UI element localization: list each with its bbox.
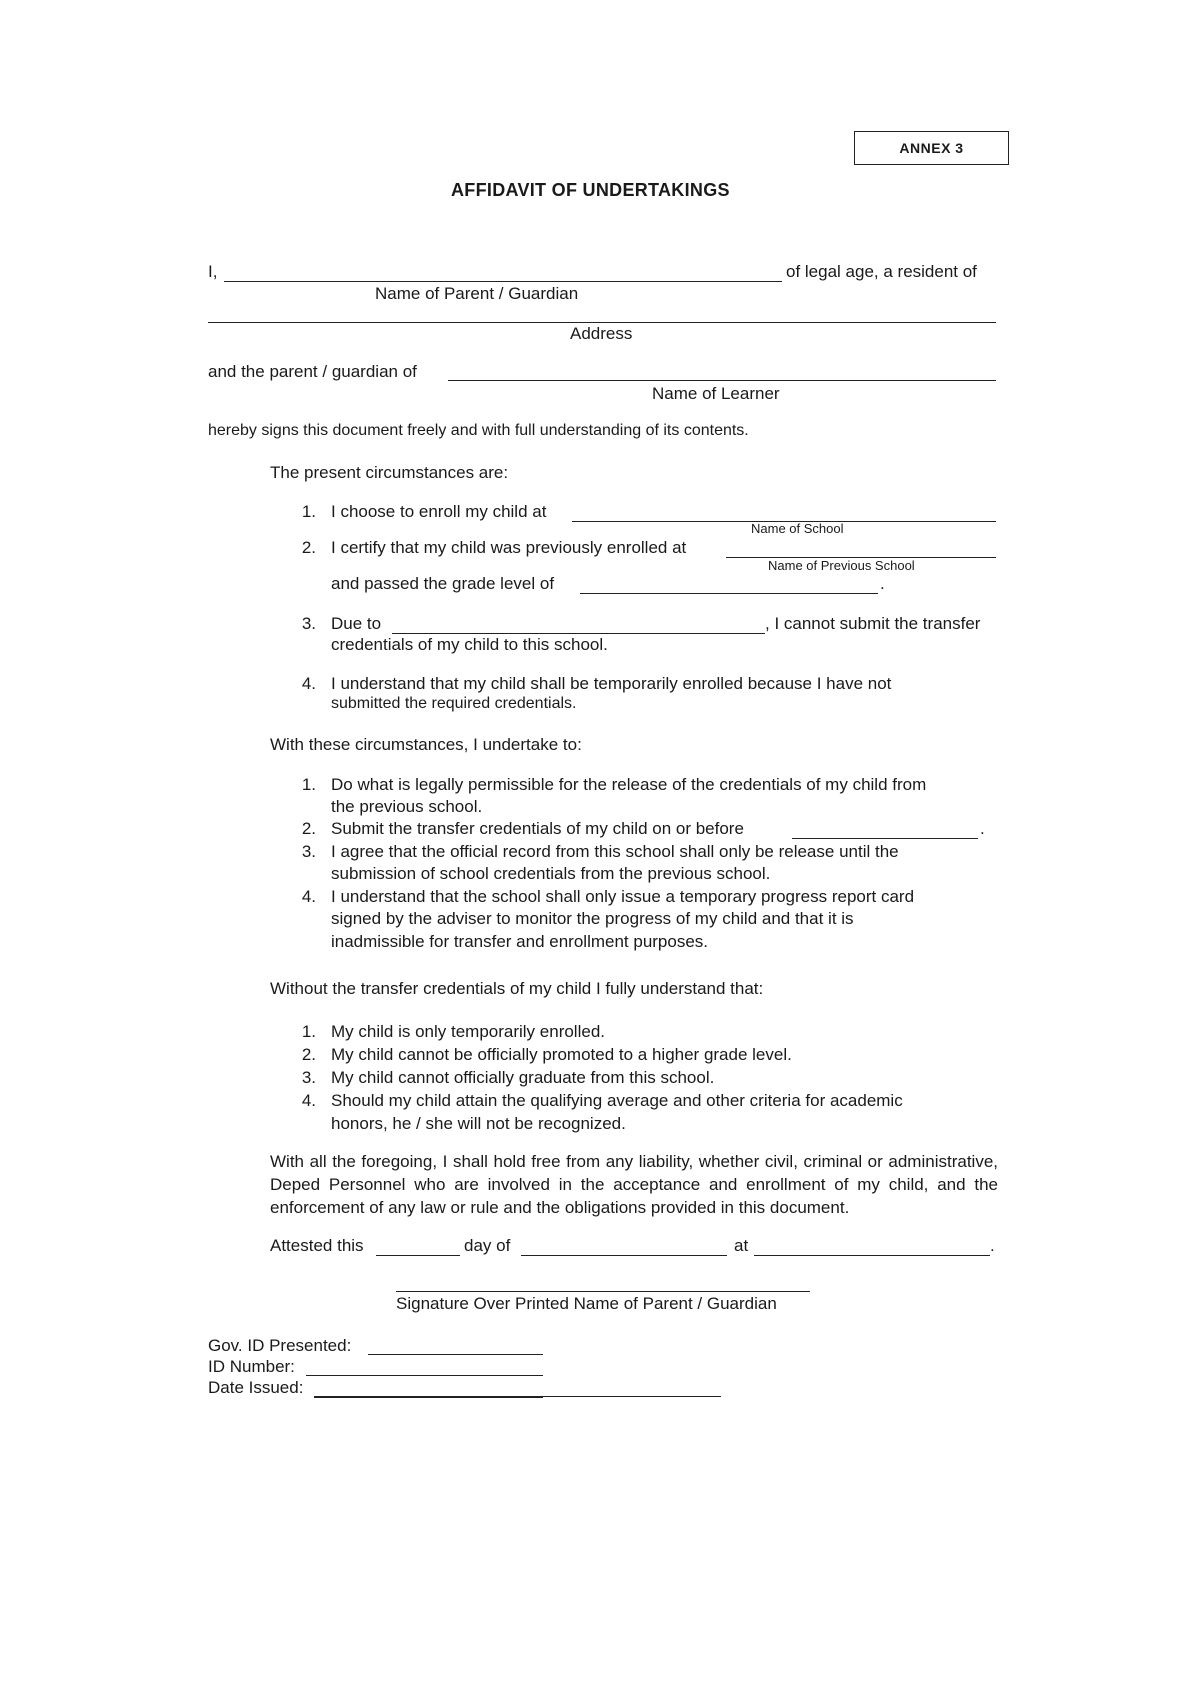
previous-enroll-text: I certify that my child was previously enrolled at: [331, 538, 687, 557]
enroll-school-text: I choose to enroll my child at: [331, 502, 547, 521]
attested-period: .: [990, 1236, 995, 1255]
undertaking-text-cont: inadmissible for transfer and enrollment purposes.: [331, 932, 709, 951]
day-of-text: day of: [464, 1236, 511, 1255]
attested-text: Attested this: [270, 1236, 364, 1255]
undertaking-text-cont: the previous school.: [331, 797, 483, 816]
temporarily-enrolled-text: I understand that my child shall be temporarily enrolled because I have not: [331, 674, 892, 693]
learner-name-label: Name of Learner: [652, 384, 780, 403]
temporarily-enrolled-text-cont: submitted the required credentials.: [331, 695, 577, 712]
understanding-text: My child cannot be officially promoted to a higher grade level.: [331, 1045, 792, 1064]
submit-date-period: .: [980, 819, 985, 838]
item-number: 3.: [301, 614, 316, 633]
foregoing-paragraph: [208, 1150, 998, 1219]
document-title: AFFIDAVIT OF UNDERTAKINGS: [451, 180, 730, 200]
understanding-text: My child is only temporarily enrolled.: [331, 1022, 605, 1041]
item-number: 1.: [301, 502, 316, 521]
item-number: 4.: [301, 1091, 316, 1110]
gov-id-label: Gov. ID Presented:: [208, 1336, 352, 1355]
hereby-statement: hereby signs this document freely and with full understanding of its contents.: [208, 422, 749, 439]
annex-label: ANNEX 3: [854, 131, 1009, 165]
undertake-heading: With these circumstances, I undertake to:: [270, 735, 582, 754]
legal-age-text: of legal age, a resident of: [786, 262, 977, 281]
address-label: Address: [570, 324, 633, 343]
i-prefix: I,: [208, 262, 218, 281]
understanding-text: My child cannot officially graduate from this school.: [331, 1068, 715, 1087]
school-name-label: Name of School: [751, 521, 844, 536]
attested-month-field[interactable]: [521, 1255, 727, 1256]
date-issued-field-extension[interactable]: [543, 1396, 721, 1397]
attested-day-field[interactable]: [376, 1255, 460, 1256]
signature-label: Signature Over Printed Name of Parent / Guardian: [396, 1294, 777, 1313]
item-number: 3.: [301, 842, 316, 861]
item-number: 2.: [301, 1045, 316, 1064]
understanding-text-cont: honors, he / she will not be recognized.: [331, 1114, 626, 1133]
grade-level-text: and passed the grade level of: [331, 574, 555, 593]
gov-id-field[interactable]: [368, 1354, 543, 1355]
undertaking-text: I understand that the school shall only issue a temporary progress report card: [331, 887, 915, 906]
date-issued-field[interactable]: [314, 1396, 543, 1398]
signature-field[interactable]: [396, 1291, 810, 1292]
learner-name-field[interactable]: [448, 380, 996, 381]
at-text: at: [734, 1236, 749, 1255]
parent-name-label: Name of Parent / Guardian: [375, 284, 579, 303]
submit-date-field[interactable]: [792, 838, 978, 839]
item-number: 1.: [301, 775, 316, 794]
undertaking-text-cont: submission of school credentials from the previous school.: [331, 864, 771, 883]
item-number: 4.: [301, 674, 316, 693]
item-number: 4.: [301, 887, 316, 906]
item-number: 2.: [301, 538, 316, 557]
item-number: 2.: [301, 819, 316, 838]
id-number-label: ID Number:: [208, 1357, 295, 1376]
item-number: 3.: [301, 1068, 316, 1087]
previous-school-label: Name of Previous School: [768, 558, 915, 573]
circumstances-heading: The present circumstances are:: [270, 463, 509, 482]
item-number: 1.: [301, 1022, 316, 1041]
attested-place-field[interactable]: [754, 1255, 990, 1256]
grade-level-field[interactable]: [580, 593, 878, 594]
due-to-text: Due to: [331, 614, 382, 633]
undertaking-text-cont: signed by the adviser to monitor the progress of my child and that it is: [331, 909, 854, 928]
cannot-submit-text: , I cannot submit the transfer: [765, 614, 981, 633]
undertaking-text: I agree that the official record from this school shall only be release until the: [331, 842, 899, 861]
undertaking-text: Do what is legally permissible for the release of the credentials of my child from: [331, 775, 927, 794]
foregoing-text: With all the foregoing, I shall hold free from any liability, whether civil, criminal or administrative, Deped Personnel who are involved in the acceptance and enrollment of my child, and the enforcement of any law or rule and the obligations provided in this document.: [270, 1152, 998, 1217]
undertaking-text: Submit the transfer credentials of my child on or before: [331, 819, 744, 838]
reason-field[interactable]: [392, 633, 765, 634]
parent-of-text: and the parent / guardian of: [208, 362, 417, 381]
grade-level-period: .: [880, 574, 885, 593]
id-number-field[interactable]: [306, 1375, 543, 1376]
address-field[interactable]: [208, 322, 996, 323]
parent-name-field[interactable]: [224, 281, 782, 282]
understanding-text: Should my child attain the qualifying average and other criteria for academic: [331, 1091, 903, 1110]
date-issued-label: Date Issued:: [208, 1378, 304, 1397]
credentials-text: credentials of my child to this school.: [331, 635, 608, 654]
understand-heading: Without the transfer credentials of my child I fully understand that:: [270, 979, 764, 998]
